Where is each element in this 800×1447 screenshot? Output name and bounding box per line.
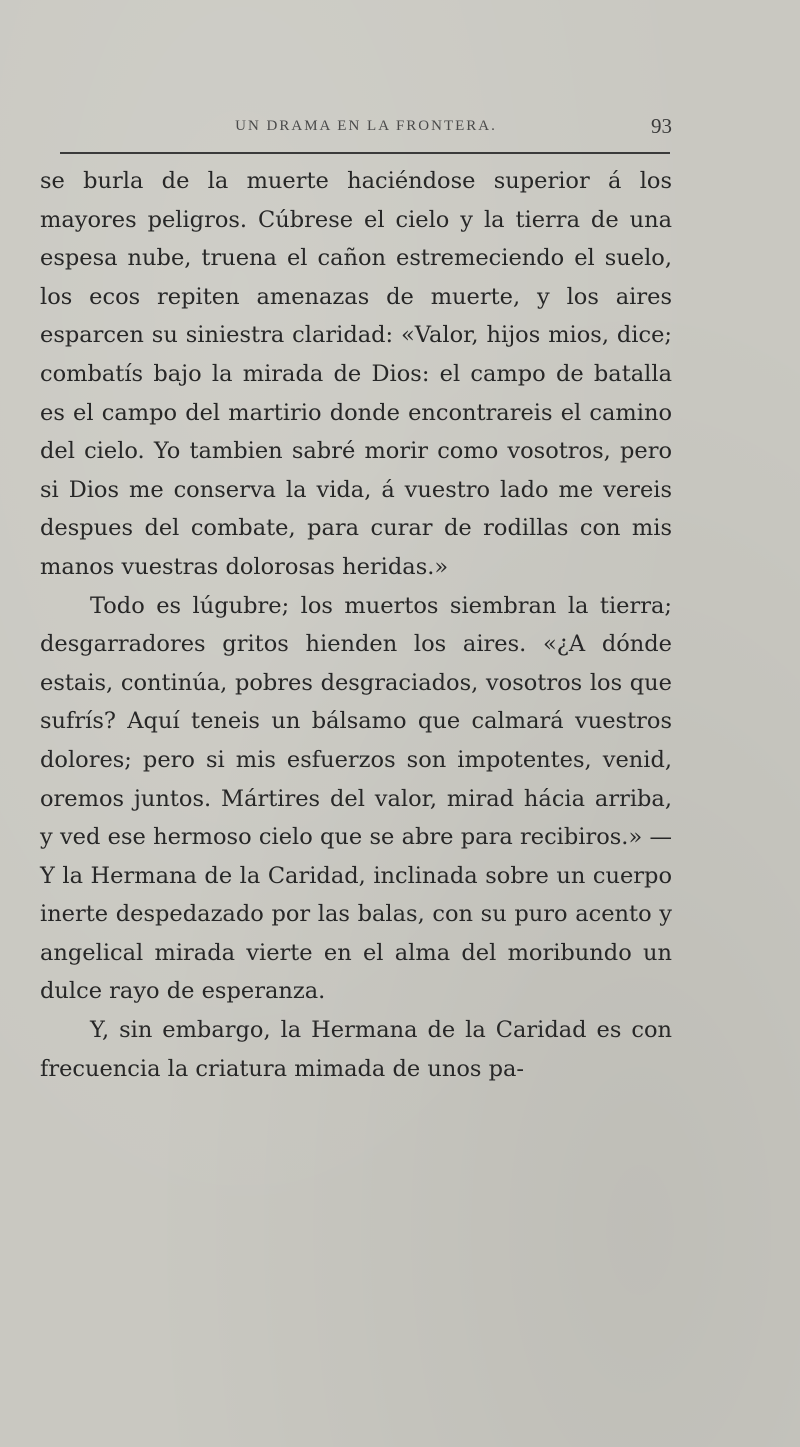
page-number: 93	[651, 114, 672, 138]
running-title: UN DRAMA EN LA FRONTERA.	[235, 118, 497, 134]
paragraph: Y, sin embargo, la Hermana de la Caridad es con frecuencia la criatura mimada de unos pa-	[40, 1017, 672, 1082]
header-rule	[60, 152, 670, 154]
body-text	[40, 162, 672, 1088]
paragraph: Todo es lúgubre; los muertos siembran la tierra; desgarradores gritos hienden los aires. «¿A dónde estais, continúa, pobres desgraciados, vosotros los que sufrís? Aquí teneis un bálsamo que calmará vuestros dolores; pero si mis esfuerzos son impotentes, venid, oremos juntos. Mártires del valor, mirad hácia arriba, y ved ese hermoso cielo que se abre para recibiros.» —Y la Hermana de la Caridad, inclinada sobre un cuerpo inerte despedazado por las balas, con su puro acento y angelical mirada vierte en el alma del moribundo un dulce rayo de esperanza.	[40, 592, 672, 1005]
paragraph-continuation: se burla de la muerte haciéndose superior á los mayores peligros. Cúbrese el cielo y la tierra de una espesa nube, truena el cañon estremeciendo el suelo, los ecos repiten amenazas de muerte, y los aires esparcen su siniestra claridad: «Valor, hijos mios, dice; combatís bajo la mirada de Dios: el campo de batalla es el campo del martirio donde encontrareis el camino del cielo. Yo tambien sabré morir como vosotros, pero si Dios me conserva la vida, á vuestro lado me vereis despues del combate, para curar de rodillas con mis manos vuestras dolorosas heridas.»	[40, 168, 672, 580]
running-head	[60, 112, 672, 142]
